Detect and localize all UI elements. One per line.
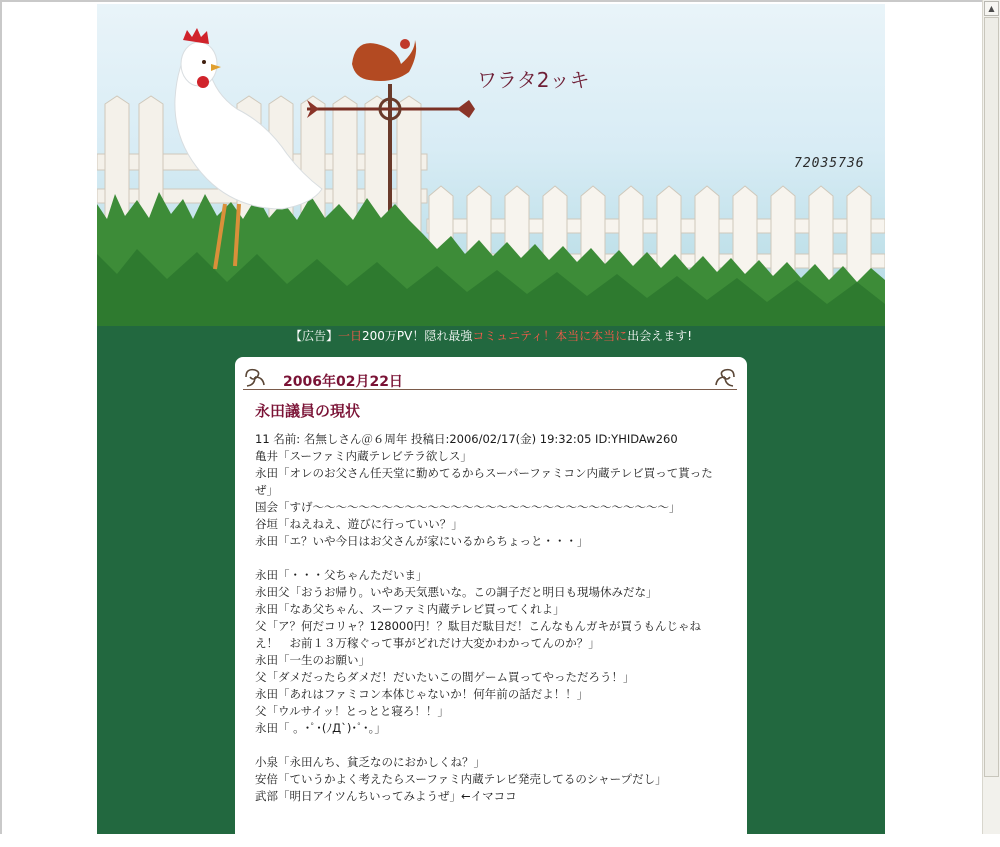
entry-line: ぜ」 [255,483,278,497]
farm-illustration [97,4,885,326]
entry-line: 永田「なあ父ちゃん、スーファミ内蔵テレビ買ってくれよ」 [255,602,565,616]
entry-line: 父「ダメだったらダメだ！だいたいこの間ゲーム買ってやっただろう！」 [255,670,635,684]
visitor-counter: 72035736 [794,156,865,171]
entry-line: 永田「オレのお父さん任天堂に勤めてるからスーパーファミコン内蔵テレビ買って貰った [255,466,713,480]
scroll-ornament-right-icon [713,365,737,389]
entry-line [255,737,731,754]
entry-line: 永田父「おうお帰り。いやあ天気悪いな。この調子だと明日も現場休みだな」 [255,585,658,599]
entry-line: 亀井「スーファミ内蔵テレビテラ欲しス」 [255,449,472,463]
ad-prefix: 【広告】 [289,329,338,343]
entry-line: 永田「一生のお願い」 [255,653,370,667]
ad-text-4: 出会えます! [627,329,692,343]
entry-line: 国会「すげ～～～～～～～～～～～～～～～～～～～～～～～～～～～～～～～」 [255,500,681,514]
scroll-up-icon[interactable]: ▲ [984,1,999,16]
window-frame-top [0,0,983,2]
entry-line: 永田「エ？いや今日はお父さんが家にいるからちょっと・・・」 [255,534,589,548]
ad-text-2: 200万PV！隠れ最強 [362,329,473,343]
entry-date: 2006年02月22日 [283,374,403,390]
entry-line: 永田「・・・父ちゃんただいま」 [255,568,428,582]
entry-title[interactable]: 永田議員の現状 [255,402,361,420]
scrollbar-thumb[interactable] [984,17,999,777]
entry-line [255,550,731,567]
header-banner [97,4,885,326]
entry-line: え！ お前１３万稼ぐって事がどれだけ大変かわかってんのか？」 [255,636,600,650]
entry-line: 父「ウルサイッ！とっとと寝ろ！！」 [255,704,449,718]
blog-page [97,4,885,834]
entry-line: 永田「あれはファミコン本体じゃないか！何年前の話だよ！！」 [255,687,589,701]
entry-line: 小泉「永田んち、貧乏なのにおかしくね？」 [255,755,485,769]
entry-body [255,431,731,805]
ad-red-text-1: 一日 [338,329,363,343]
entry-line: 11 名前: 名無しさん＠６周年 投稿日:2006/02/17(金) 19:32:05 ID:YHIDAw260 [255,432,678,446]
window-frame-left [0,0,2,834]
site-title[interactable]: ワラタ2ッキ [477,68,590,92]
ad-banner[interactable] [97,327,885,344]
entry-line: 永田「 。･ﾟ･(ﾉД`)･ﾟ･。」 [255,721,386,735]
vertical-scrollbar[interactable] [982,0,1000,834]
ad-red-text-3: コミュニティ！本当に本当に [472,329,628,343]
entry-card [235,357,747,847]
entry-line: 父「ア？何だコリャ？128000円！？駄目だ駄目だ！こんなもんガキが買うもんじゃね [255,619,702,633]
entry-line: 谷垣「ねえねえ、遊びに行っていい？」 [255,517,463,531]
scroll-ornament-left-icon [243,365,267,389]
entry-line: 安倍「ていうかよく考えたらスーファミ内蔵テレビ発売してるのシャープだし」 [255,772,667,786]
entry-date-bar [243,363,737,390]
entry-line: 武部「明日アイツんちいってみようぜ」←イマココ [255,789,517,803]
